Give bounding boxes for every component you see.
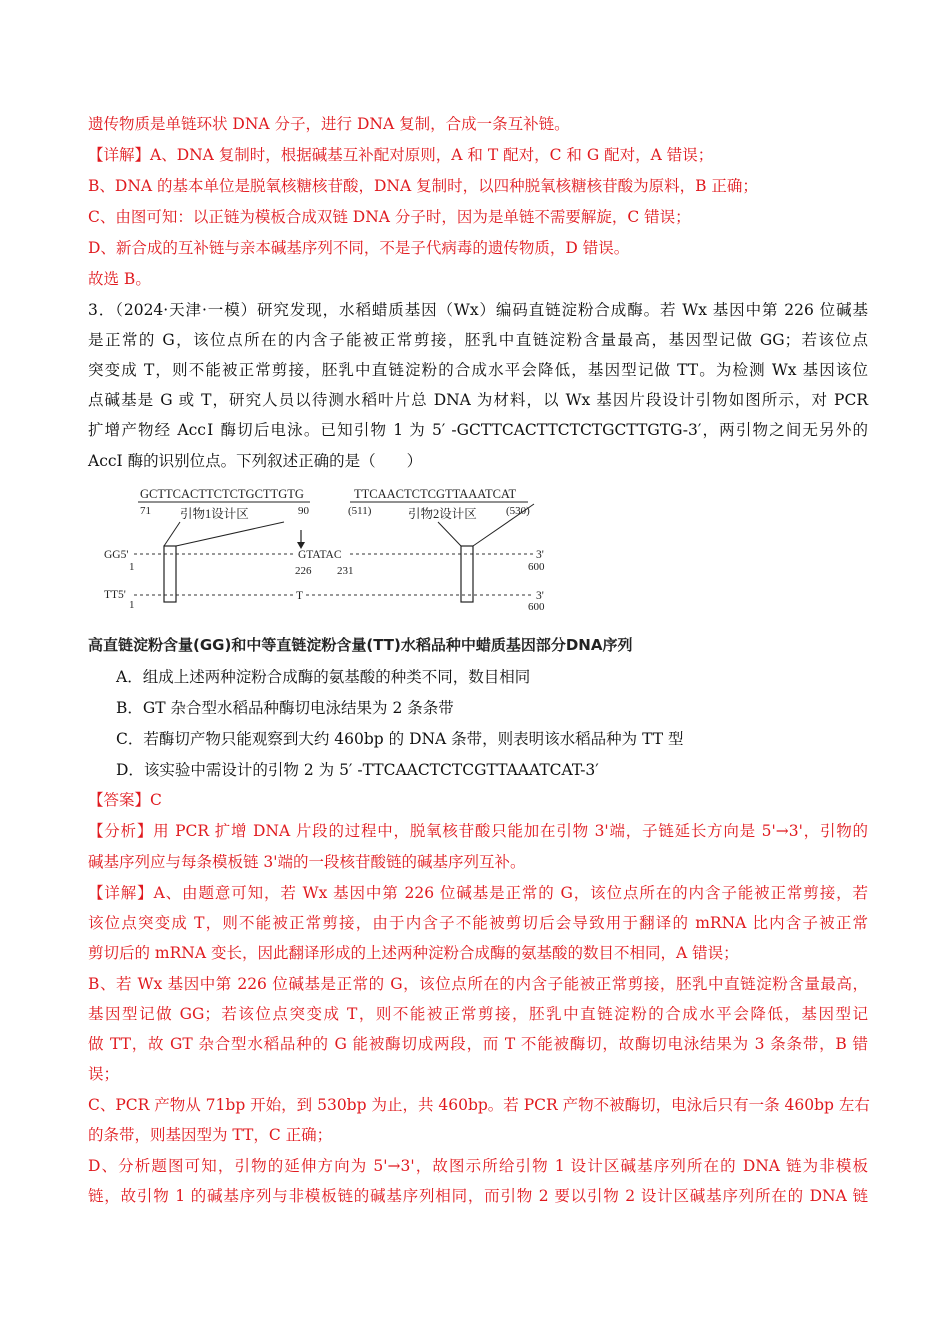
primer1-start-pos: 71 [140,505,151,517]
primer1-end-pos: 90 [298,505,309,517]
primer1-sequence: GCTTCACTTCTCTGCTTGTG [140,487,304,501]
question-line: 突变成 T，则不能被正常剪接，胚乳中直链淀粉的合成水平会降低，基因型记做 TT。为检测 Wx 基因该位 [88,361,868,379]
option-a: A．组成上述两种淀粉合成酶的氨基酸的种类不同，数目相同 [116,668,531,686]
detail-line: 剪切后的 mRNA 变长，因此翻译形成的上述两种淀粉合成酶的氨基酸的数目不相同，A 错误； [88,944,739,962]
cut-site-sequence: GTATAC [298,549,342,561]
text-line: 【详解】A、DNA 复制时，根据碱基互补配对原则，A 和 T 配对，C 和 G 配对，A 错误； [88,146,714,164]
primer2-end-pos: (530) [506,505,530,517]
arrow-head-icon [297,542,305,549]
detail-line: C、PCR 产物从 71bp 开始，到 530bp 为止，共 460bp。若 PCR 产物不被酶切，电泳后只有一条 460bp 左右 [88,1096,870,1114]
primer2-connector [473,504,534,546]
detail-line: D、分析题图可知，引物的延伸方向为 5'→3'，故图示所给引物 1 设计区碱基序列所在的 DNA 链为非模板 [88,1157,868,1175]
primer1-connector [164,522,180,546]
tt-strand-label: TT5' [104,589,126,601]
site-pos-226: 226 [295,565,312,577]
detail-line: 【详解】A、由题意可知，若 Wx 基因中第 226 位碱基是正常的 G，该位点所在的内含子能被正常剪接，若 [88,884,868,902]
text-line: C、由图可知：以正链为模板合成双链 DNA 分子时，因为是单链不需要解旋，C 错误； [88,208,691,226]
primer1-label: 引物1设计区 [180,507,249,521]
option-b: B．GT 杂合型水稻品种酶切电泳结果为 2 条条带 [116,699,454,717]
detail-line: 误； [88,1065,120,1083]
detail-line: B、若 Wx 基因中第 226 位碱基是正常的 G，该位点所在的内含子能被正常剪接，胚乳中直链淀粉含量最高， [88,975,868,993]
gg-start-pos: 1 [129,561,135,573]
analysis-line: 碱基序列应与每条模板链 3'端的一段核苷酸链的碱基序列互补。 [88,853,526,871]
question-line: 3．（2024·天津·一模）研究发现，水稻蜡质基因（Wx）编码直链淀粉合成酶。若 Wx 基因中第 226 位碱基 [88,301,868,319]
question-line: 扩增产物经 AccⅠ 酶切后电泳。已知引物 1 为 5′ -GCTTCACTTCTCTGCTTGTG-3′，两引物之间无另外的 [88,421,868,439]
gg-strand-label: GG5' [104,549,129,561]
question-line: 是正常的 G，该位点所在的内含子能被正常剪接，胚乳中直链淀粉含量最高，基因型记做 GG；若该位点 [88,331,868,349]
detail-line: 链，故引物 1 的碱基序列与非模板链的碱基序列相同，而引物 2 要以引物 2 设计区碱基序列所在的 DNA 链 [88,1187,868,1205]
tt-end-label: 3' [536,590,544,602]
answer-line: 【答案】C [88,791,162,809]
detail-line: 做 TT，故 GT 杂合型水稻品种的 G 能被酶切成两段，而 T 不能被酶切，故酶切电泳结果为 3 条条带，B 错 [88,1035,868,1053]
text-line: 故选 B。 [88,270,151,288]
analysis-line: 【分析】用 PCR 扩增 DNA 片段的过程中，脱氧核苷酸只能加在引物 3'端，子链延长方向是 5'→3'，引物的 [88,822,868,840]
text-line: 遗传物质是单链环状 DNA 分子，进行 DNA 复制，合成一条互补链。 [88,115,570,133]
site-pos-231: 231 [337,565,354,577]
figure-caption: 高直链淀粉含量(GG)和中等直链淀粉含量(TT)水稻品种中蜡质基因部分DNA序列 [88,636,633,654]
primer2-connector [438,522,461,546]
tt-end-pos: 600 [528,601,545,613]
primer2-start-pos: (511) [348,505,372,517]
text-line: D、新合成的互补链与亲本碱基序列不同，不是子代病毒的遗传物质，D 错误。 [88,239,630,257]
primer2-label: 引物2设计区 [408,507,477,521]
tt-start-pos: 1 [129,599,135,611]
question-line: 点碱基是 G 或 T，研究人员以待测水稻叶片总 DNA 为材料，以 Wx 基因片段设计引物如图所示，对 PCR [88,391,868,409]
detail-line: 该位点突变成 T，则不能被正常剪接，由于内含子不能被剪切后会导致用于翻译的 mRNA 比内含子被正常 [88,914,868,932]
dna-sequence-figure [88,478,648,618]
detail-line: 基因型记做 GG；若该位点突变成 T，则不能被正常剪接，胚乳中直链淀粉的合成水平会降低，基因型记 [88,1005,868,1023]
gg-end-label: 3' [536,549,544,561]
detail-line: 的条带，则基因型为 TT，C 正确； [88,1126,333,1144]
primer1-connector [176,522,284,546]
question-line: AccⅠ 酶的识别位点。下列叙述正确的是（ ） [88,452,423,470]
primer2-sequence: TTCAACTCTCGTTAAATCAT [354,487,517,501]
option-c: C．若酶切产物只能观察到大约 460bp 的 DNA 条带，则表明该水稻品种为 TT 型 [116,730,684,748]
text-line: B、DNA 的基本单位是脱氧核糖核苷酸，DNA 复制时，以四种脱氧核糖核苷酸为原料，B 正确； [88,177,758,195]
option-d: D．该实验中需设计的引物 2 为 5′ -TTCAACTCTCGTTAAATCAT-3′ [116,761,599,779]
tt-mutation-base: T [296,590,304,602]
gg-end-pos: 600 [528,561,545,573]
